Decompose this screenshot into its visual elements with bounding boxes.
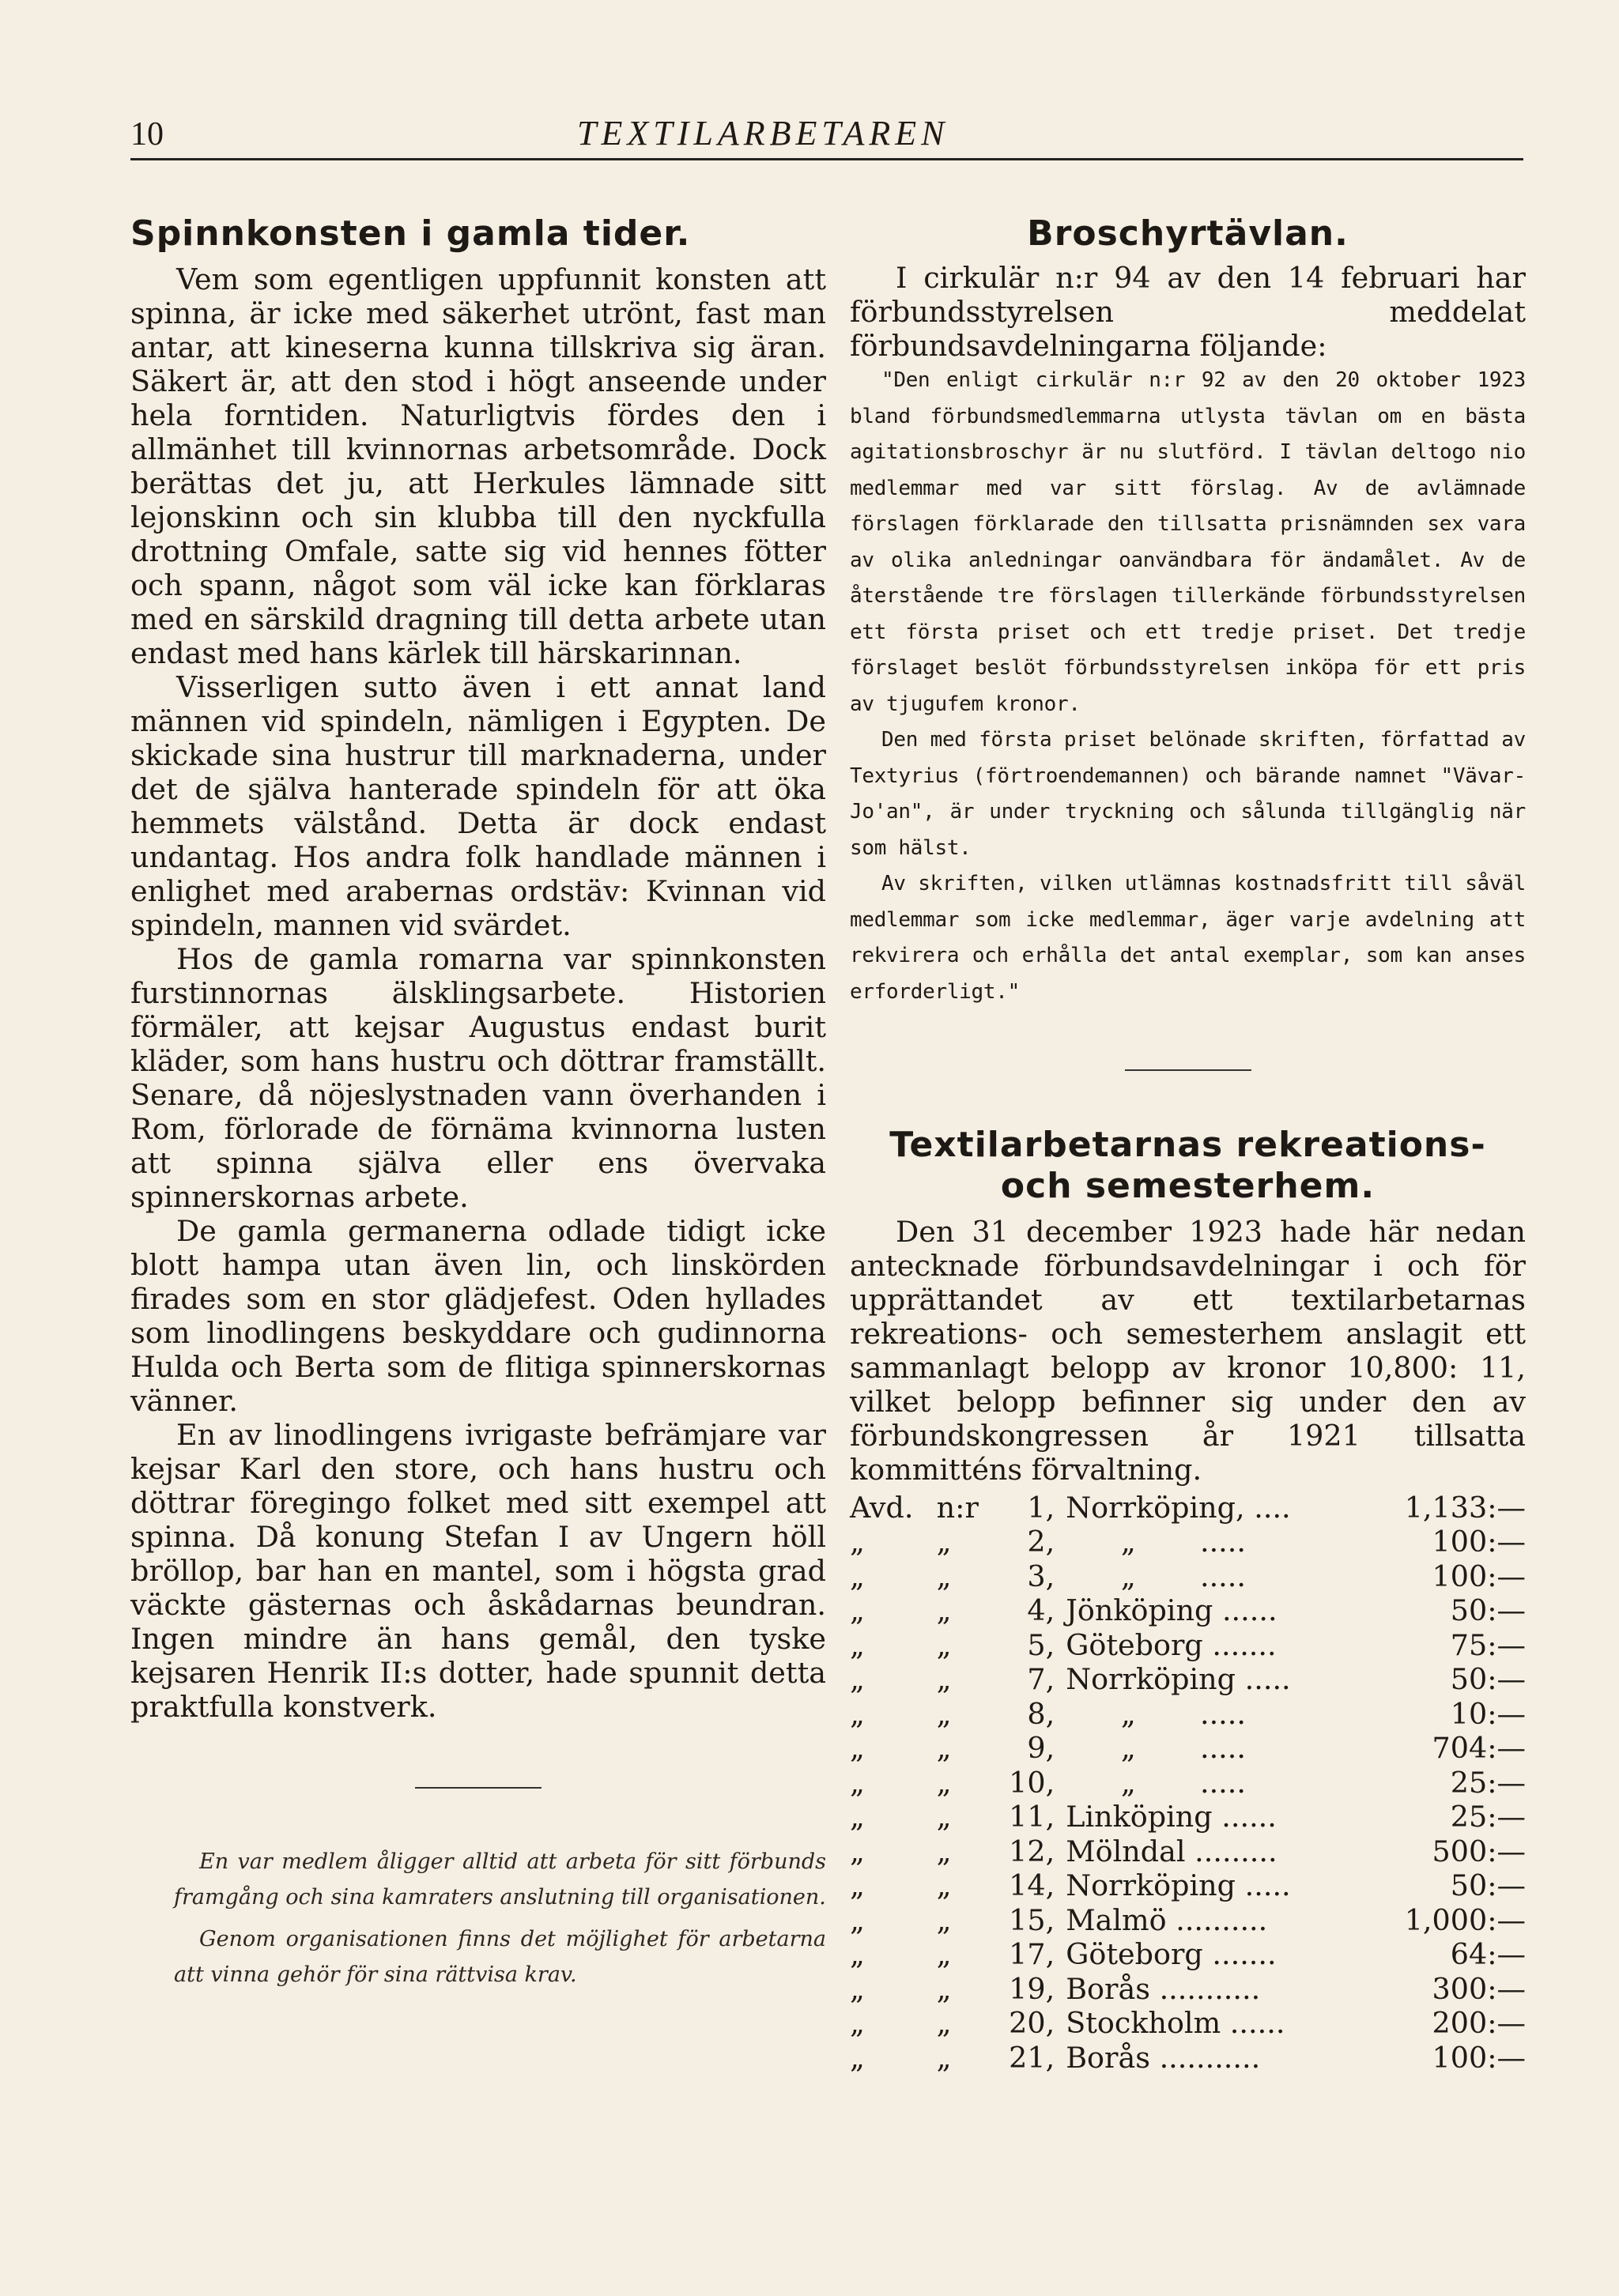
avd-number-label: „ [936, 1559, 952, 1593]
avd-number-label: „ [936, 1937, 952, 1971]
avd-amount: 100:— [1432, 2040, 1526, 2075]
page-number: 10 [130, 116, 164, 153]
table-row [850, 1800, 1526, 1834]
avd-place: Norrköping, .... [1066, 1490, 1291, 1525]
avd-place: „ ..... [1066, 1559, 1246, 1593]
article-body-spinnkonsten [130, 262, 826, 1724]
avd-place: „ ..... [1066, 1525, 1246, 1559]
avd-number: 14, [1009, 1868, 1055, 1902]
avd-label: „ [850, 1593, 865, 1627]
avd-amount: 25:— [1450, 1765, 1526, 1800]
avd-label: „ [850, 1868, 865, 1902]
article-title-spinnkonsten: Spinnkonsten i gamla tider. [130, 213, 691, 254]
avd-label: „ [850, 1937, 865, 1971]
avd-place: Stockholm ...... [1066, 2006, 1285, 2040]
avd-place: Norrköping ..... [1066, 1662, 1291, 1696]
avd-place: Borås ........... [1066, 1971, 1261, 2006]
paragraph: Vem som egentligen uppfunnit konsten att spinna, är icke med säkerhet utrönt, fast man antar, att kineserna kunna tillskriva sig äran. Säkert är, att den stod i högt anseende under hela forntiden. Naturligtvis fördes den i allmänhet till kvinnornas arbetsområde. Dock berättas det ju, att Herkules lämnade sitt lejonskinn och sin klubba till den nyckfulla drottning Omfale, satte sig vid hennes fötter och spann, något som väl icke kan förklaras med en särskild dragning till detta arbete utan endast med hans kärlek till härskarinnan. [130, 262, 826, 670]
paragraph: En av linodlingens ivrigaste befrämjare var kejsar Karl den store, och hans hustru och döttrar föregingo folket med sitt exempel att spinna. Då konung Stefan I av Ungern höll bröllop, bar han en mantel, som i högsta grad väckte gästernas och åskådarnas beundran. Ingen mindre än hans gemål, den tyske kejsaren Henrik II:s dotter, hade spunnit detta praktfulla konstverk. [130, 1418, 826, 1724]
quote-paragraph: Av skriften, vilken utlämnas kostnadsfritt till såväl medlemmar som icke medlemmar, äger varje avdelning att rekvirera och erhålla det antal exemplar, som kan anses erforderligt." [850, 872, 1526, 1004]
avd-amount: 75:— [1450, 1627, 1526, 1662]
table-row [850, 1490, 1526, 1525]
table-row [850, 1834, 1526, 1868]
contributions-table [850, 1490, 1526, 2075]
publication-title: TEXTILARBETAREN [577, 114, 949, 153]
avd-number-label: „ [936, 1525, 952, 1559]
footer-quotes [130, 1844, 826, 1993]
paragraph: Visserligen sutto även i ett annat land männen vid spindeln, nämligen i Egypten. De skickade sina hustrur till marknaderna, under det de själva hanterade spindeln för att öka hemmets välstånd. Detta är dock endast undantag. Hos andra folk handlade männen i enlighet med arabernas ordstäv: Kvinnan vid spindeln, mannen vid svärdet. [130, 670, 826, 942]
avd-place: Göteborg ....... [1066, 1937, 1277, 1971]
avd-label: „ [850, 1765, 865, 1800]
avd-number: 12, [1009, 1834, 1055, 1868]
avd-number: 2, [1027, 1525, 1055, 1559]
contributions-table-body [850, 1490, 1526, 2075]
avd-place: „ ..... [1066, 1696, 1246, 1731]
paragraph: Hos de gamla romarna var spinnkonsten furstinnornas älsklingsarbete. Historien förmäler, att kejsar Augustus endast burit kläder, som hans hustru och döttrar framställt. Senare, då nöjeslystnaden vann överhanden i Rom, förlorade de förnäma kvinnorna lusten att spinna själva eller ens övervaka spinnerskornas arbete. [130, 942, 826, 1214]
table-row [850, 1593, 1526, 1628]
avd-amount: 50:— [1450, 1662, 1526, 1696]
table-row [850, 1696, 1526, 1731]
table-row [850, 1971, 1526, 2006]
avd-number-label: „ [936, 1902, 952, 1937]
avd-number-label: „ [936, 1971, 952, 2006]
avd-label: „ [850, 1525, 865, 1559]
paragraph: Den 31 december 1923 hade här nedan antecknade förbundsavdelningar i och för upprättandet av ett textilarbetarnas rekreations- och semesterhem anslagit ett sammanlagt belopp av kronor 10,800: 11, vilket belopp befinner sig under den av förbundskongressen år 1921 tillsatta kommitténs förvaltning. [850, 1215, 1526, 1487]
avd-amount: 25:— [1450, 1800, 1526, 1834]
avd-number: 4, [1027, 1593, 1055, 1627]
article-intro-rekreationshem [850, 1215, 1526, 1487]
table-row [850, 1868, 1526, 1903]
avd-place: Norrköping ..... [1066, 1868, 1291, 1902]
footer-quote: En var medlem åligger alltid att arbeta för sitt förbunds framgång och sina kamraters anslutning till organisationen. [174, 1849, 826, 1910]
avd-amount: 100:— [1432, 1525, 1526, 1559]
avd-label: „ [850, 1559, 865, 1593]
avd-place: Borås ........... [1066, 2040, 1261, 2075]
avd-number: 5, [1027, 1627, 1055, 1662]
left-column [130, 213, 826, 1993]
table-row [850, 1902, 1526, 1937]
avd-number-label: „ [936, 1868, 952, 1902]
avd-amount: 50:— [1450, 1593, 1526, 1627]
avd-number-label: „ [936, 1765, 952, 1800]
avd-place: Jönköping ...... [1066, 1593, 1277, 1627]
table-row [850, 1525, 1526, 1559]
avd-label: „ [850, 1662, 865, 1696]
section-divider [1125, 1069, 1251, 1071]
avd-label: „ [850, 1800, 865, 1834]
avd-amount: 500:— [1432, 1834, 1526, 1868]
avd-amount: 200:— [1432, 2006, 1526, 2040]
table-row [850, 2006, 1526, 2041]
avd-place: „ ..... [1066, 1765, 1246, 1800]
quote-paragraph: "Den enligt cirkulär n:r 92 av den 20 oktober 1923 bland förbundsmedlemmarna utlysta tävlan om en bästa agitationsbroschyr är nu slutförd. I tävlan deltogo nio medlemmar med var sitt förslag. Av de avlämnade förslagen förklarade den tillsatta prisnämnden sex vara av olika anledningar oanvändbara för ändamålet. Av de återstående tre förslagen tillerkände förbundsstyrelsen ett första priset och ett tredje priset. Det tredje förslaget beslöt förbundsstyrelsen inköpa för ett pris av tjugufem kronor. [850, 368, 1526, 716]
section-divider [415, 1787, 542, 1789]
avd-number-label: „ [936, 1800, 952, 1834]
avd-label: Avd. [850, 1490, 914, 1525]
avd-number: 7, [1027, 1662, 1055, 1696]
avd-number: 21, [1009, 2040, 1055, 2075]
quote-paragraph: Den med första priset belönade skriften, författad av Textyrius (förtroendemannen) och bärande namnet "Vävar-Jo'an", är under tryckning och sålunda tillgänglig när som hälst. [850, 728, 1526, 860]
table-row [850, 1731, 1526, 1766]
paragraph: I cirkulär n:r 94 av den 14 februari har förbundsstyrelsen meddelat förbundsavdelningarna följande: [850, 261, 1526, 363]
table-row [850, 1627, 1526, 1662]
article-title-broschyrtavlan: Broschyrtävlan. [1027, 213, 1349, 254]
table-row [850, 1662, 1526, 1697]
table-row [850, 1559, 1526, 1593]
avd-place: Mölndal ......... [1066, 1834, 1277, 1868]
table-row [850, 2040, 1526, 2075]
avd-place: Göteborg ....... [1066, 1627, 1277, 1662]
avd-number-label: „ [936, 1662, 952, 1696]
avd-number: 10, [1009, 1765, 1055, 1800]
avd-number: 9, [1027, 1731, 1055, 1765]
avd-place: Linköping ...... [1066, 1800, 1277, 1834]
paragraph: De gamla germanerna odlade tidigt icke blott hampa utan även lin, och linskörden firades som en stor glädjefest. Oden hyllades som linodlingens beskyddare och gudinnorna Hulda och Berta som de flitiga spinnerskornas vänner. [130, 1214, 826, 1418]
avd-number: 19, [1009, 1971, 1055, 2006]
footer-quote: Genom organisationen finns det möjlighet för arbetarna att vinna gehör för sina rättvisa krav. [174, 1927, 826, 1987]
avd-label: „ [850, 1971, 865, 2006]
avd-label: „ [850, 1696, 865, 1731]
page-header [130, 111, 1523, 160]
avd-amount: 1,133:— [1404, 1490, 1526, 1525]
avd-amount: 50:— [1450, 1868, 1526, 1902]
avd-amount: 64:— [1450, 1937, 1526, 1971]
avd-number-label: „ [936, 1627, 952, 1662]
avd-number-label: „ [936, 2040, 952, 2075]
avd-number: 17, [1009, 1937, 1055, 1971]
avd-number: 3, [1027, 1559, 1055, 1593]
avd-number-label: „ [936, 1593, 952, 1627]
avd-label: „ [850, 1834, 865, 1868]
avd-label: „ [850, 1731, 865, 1765]
avd-number: 11, [1009, 1800, 1055, 1834]
avd-amount: 300:— [1432, 1971, 1526, 2006]
avd-place: Malmö .......... [1066, 1902, 1268, 1937]
avd-number-label: „ [936, 1696, 952, 1731]
avd-amount: 1,000:— [1404, 1902, 1526, 1937]
avd-number-label: „ [936, 2006, 952, 2040]
article-quote-broschyrtavlan [850, 363, 1526, 1010]
avd-amount: 100:— [1432, 1559, 1526, 1593]
avd-number-label: „ [936, 1834, 952, 1868]
avd-amount: 10:— [1450, 1696, 1526, 1731]
avd-number: 8, [1027, 1696, 1055, 1731]
article-intro-broschyrtavlan [850, 261, 1526, 363]
avd-label: „ [850, 2040, 865, 2075]
avd-label: „ [850, 2006, 865, 2040]
avd-number: 20, [1009, 2006, 1055, 2040]
article-title-rekreationshem: Textilarbetarnas rekreations- och semesterhem. [889, 1125, 1486, 1206]
table-row [850, 1937, 1526, 1972]
avd-label: „ [850, 1902, 865, 1937]
right-column [850, 213, 1526, 2075]
table-row [850, 1765, 1526, 1800]
avd-label: „ [850, 1627, 865, 1662]
avd-number: 15, [1009, 1902, 1055, 1937]
avd-place: „ ..... [1066, 1731, 1246, 1765]
avd-number-label: „ [936, 1731, 952, 1765]
avd-number: 1, [1027, 1490, 1055, 1525]
avd-amount: 704:— [1432, 1731, 1526, 1765]
avd-number-label: n:r [936, 1490, 979, 1525]
